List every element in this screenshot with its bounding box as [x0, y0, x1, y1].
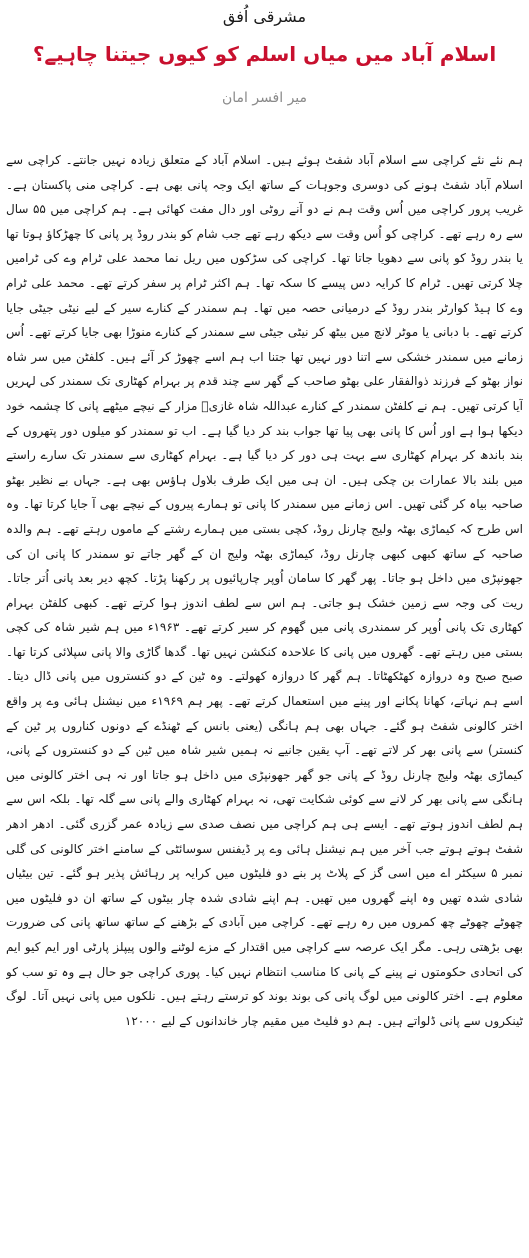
article-headline: اسلام آباد میں میاں اسلم کو کیوں جیتنا چاہیے؟: [32, 42, 497, 66]
author-byline: میر افسر امان: [221, 90, 308, 106]
column-name-heading: مشرقی اُفق: [222, 7, 307, 26]
article-body: ہم نئے نئے کراچی سے اسلام آباد شفٹ ہوئے ہیں۔ اسلام آباد کے متعلق زیادہ نہیں جانتے۔ کراچی سے اسلام آباد شفٹ ہونے کی دوسری وجوہات کے ساتھ ایک وجہ پانی بھی ہے۔ کراچی منی پاکستان ہے۔ غریب پرور کراچی میں اُس وقت ہم نے دو آنے روٹی اور دال مفت کھائی ہے۔ ہم کراچی میں ۵۵ سال سے رہ رہے تھے۔ کراچی کو اُس وقت سے دیکھ رہے تھے جب شام کو بندر روڈ پر پانی کا چھڑکاؤ ہوتا تھا یا بندر روڈ کو پانی سے دھویا جاتا تھا۔ کراچی کی سڑکوں میں ریل نما محمد علی ٹرام وے کی ٹرامیں چلا کرتی تھیں۔ ٹرام کا کرایہ دس پیسے کا سکہ تھا۔ ہم اکثر ٹرام پر سفر کرتے تھے۔ محمد علی ٹرام وے کا ہیڈ کوارٹر بندر روڈ کے درمیانی حصہ میں تھا۔ ہم سمندر کے کنارے سیر کے لیے نیٹی جیٹی جایا کرتے تھے۔ با دبانی یا موٹر لانچ میں بیٹھ کر نیٹی جیٹی سے سمندر کے کنارے منوڑا بھی جایا کرتے تھے۔ اُس زمانے میں سمندر خشکی سے اتنا دور نہیں تھا جتنا اب ہم اسے چھوڑ کر آئے ہیں۔ کلفٹن میں سر شاہ نواز بھٹو کے فرزند ذوالفقار علی بھٹو صاحب کے گھر سے چند قدم پر بہرام کھٹاری تک سمندر کی لہریں آیا کرتی تھیں۔ ہم نے کلفٹن سمندر کے کنارے عبداللہ شاہ غازیؒ مزار کے نیچے میٹھے پانی کا چشمہ خود دیکھا ہوا ہے اور اُس کا پانی بھی پیا تھا جواب بند کر دیا گیا ہے۔ اب تو سمندر کو میلوں دور پتھروں کے بند باندھ کر بہرام کھٹاری سے بہت ہی دور کر دیا گیا ہے۔ بہرام کھٹاری سے سمندر تک سارے راستے میں بلند بالا عمارات بن چکی ہیں۔ ان ہی میں ایک طرف بلاول ہاؤس بھی ہے۔ جہاں بے نظیر بھٹو صاحبہ بیاہ کر گئی تھیں۔ اس زمانے میں سمندر کا پانی تو ہمارے پیروں کے نیچے بھی آ جایا کرتا تھا۔ وہ اس طرح کہ کیماڑی بھٹہ ولیج چارنل روڈ، کچی بستی میں ہمارے رشتے کے ماموں رہتے تھے۔ ہم والدہ صاحبہ کے ساتھ کبھی کبھی چارنل روڈ، کیماڑی بھٹہ ولیج ان کے گھر جاتے تو سمندر کا پانی ان کی جھونپڑی میں داخل ہو جاتا۔ پھر گھر کا سامان اُوپر چارپائیوں پر رکھنا پڑتا۔ کچھ دیر بعد پانی اُتر جاتا۔ ریت کی وجہ سے زمین خشک ہو جاتی۔ ہم اس سے لطف اندوز ہوا کرتے تھے۔ کبھی کلفٹن بہرام کھٹاری تک پانی اُوپر کر سمندری پانی میں گھوم کر سیر کرتے تھے۔ ۱۹۶۳ء میں ہم شیر شاہ کی کچی بستی میں رہتے تھے۔ گھروں میں پانی کا علاحدہ کنکشن نہیں تھا۔ گدھا گاڑی والا پانی سپلائی کرتا تھا۔ صبح صبح وہ دروازہ کھٹکھٹاتا۔ ہم گھر کا دروازہ کھولتے۔ وہ ٹین کے دو کنستروں میں پانی ڈال دیتا۔ اسے ہم نہاتے، کھانا پکانے اور پینے میں استعمال کرتے تھے۔ پھر ہم ۱۹۶۹ء میں نیشنل ہائی وے پر واقع اختر کالونی شفٹ ہو گئے۔ جہاں بھی ہم ہانگی (یعنی بانس کے ٹھنڈے کے دونوں کناروں پر ٹین کے کنستر) سے پانی بھر کر لاتے تھے۔ آپ یقین جانیے نہ ہمیں شیر شاہ میں ٹین کے دو کنستروں کے پانی، کیماڑی بھٹہ ولیج چارنل روڈ کے پانی جو گھر جھونپڑی میں داخل ہو جاتا اور نہ ہی اختر کالونی میں ہانگی سے پانی بھر کر لانے سے کوئی شکایت تھی، نہ بہرام کھٹاری والے پانی سے گلہ تھا۔ بلکہ اس سے ہم لطف اندوز ہوتے تھے۔ ایسے ہی ہم کراچی میں نصف صدی سے زیادہ عمر گزری گئی۔ ادھر ادھر شفٹ ہوتے ہوتے جب آخر میں ہم نیشنل ہائی وے پر ڈیفنس سوسائٹی کے سامنے اختر کالونی کی گلی نمبر ۵ سیکٹر اے میں اسی گز کے پلاٹ پر بنے دو فلیٹوں میں کرایہ پر رہائش پذیر ہو گئے۔ تین بیٹیاں شادی شدہ تھیں وہ اپنے گھروں میں تھیں۔ ہم اپنے شادی شدہ چار بیٹوں کے ساتھ ان دو فلیٹوں میں چھوٹے چھوٹے چھ کمروں میں رہ رہے تھے۔ کراچی میں آبادی کے بڑھنے کے ساتھ ساتھ پانی کی ضرورت بھی بڑھتی رہی۔ مگر ایک عرصہ سے کراچی میں اقتدار کے مزے لوٹنے والوں پیپلز پارٹی اور ایم کیو ایم کی اتحادی حکومتوں نے پینے کے پانی کا مناسب انتظام نہیں کیا۔ پوری کراچی جو حال ہے وہ تو سب کو معلوم ہے۔ اختر کالونی میں لوگ پانی کی بوند بوند کو ترستے رہتے ہیں۔ نلکوں میں پانی نہیں آتا۔ لوگ ٹینکروں سے پانی ڈلواتے ہیں۔ ہم دو فلیٹ میں مقیم چار خاندانوں کے لیے ۱۲۰۰۰: [6, 153, 523, 1028]
